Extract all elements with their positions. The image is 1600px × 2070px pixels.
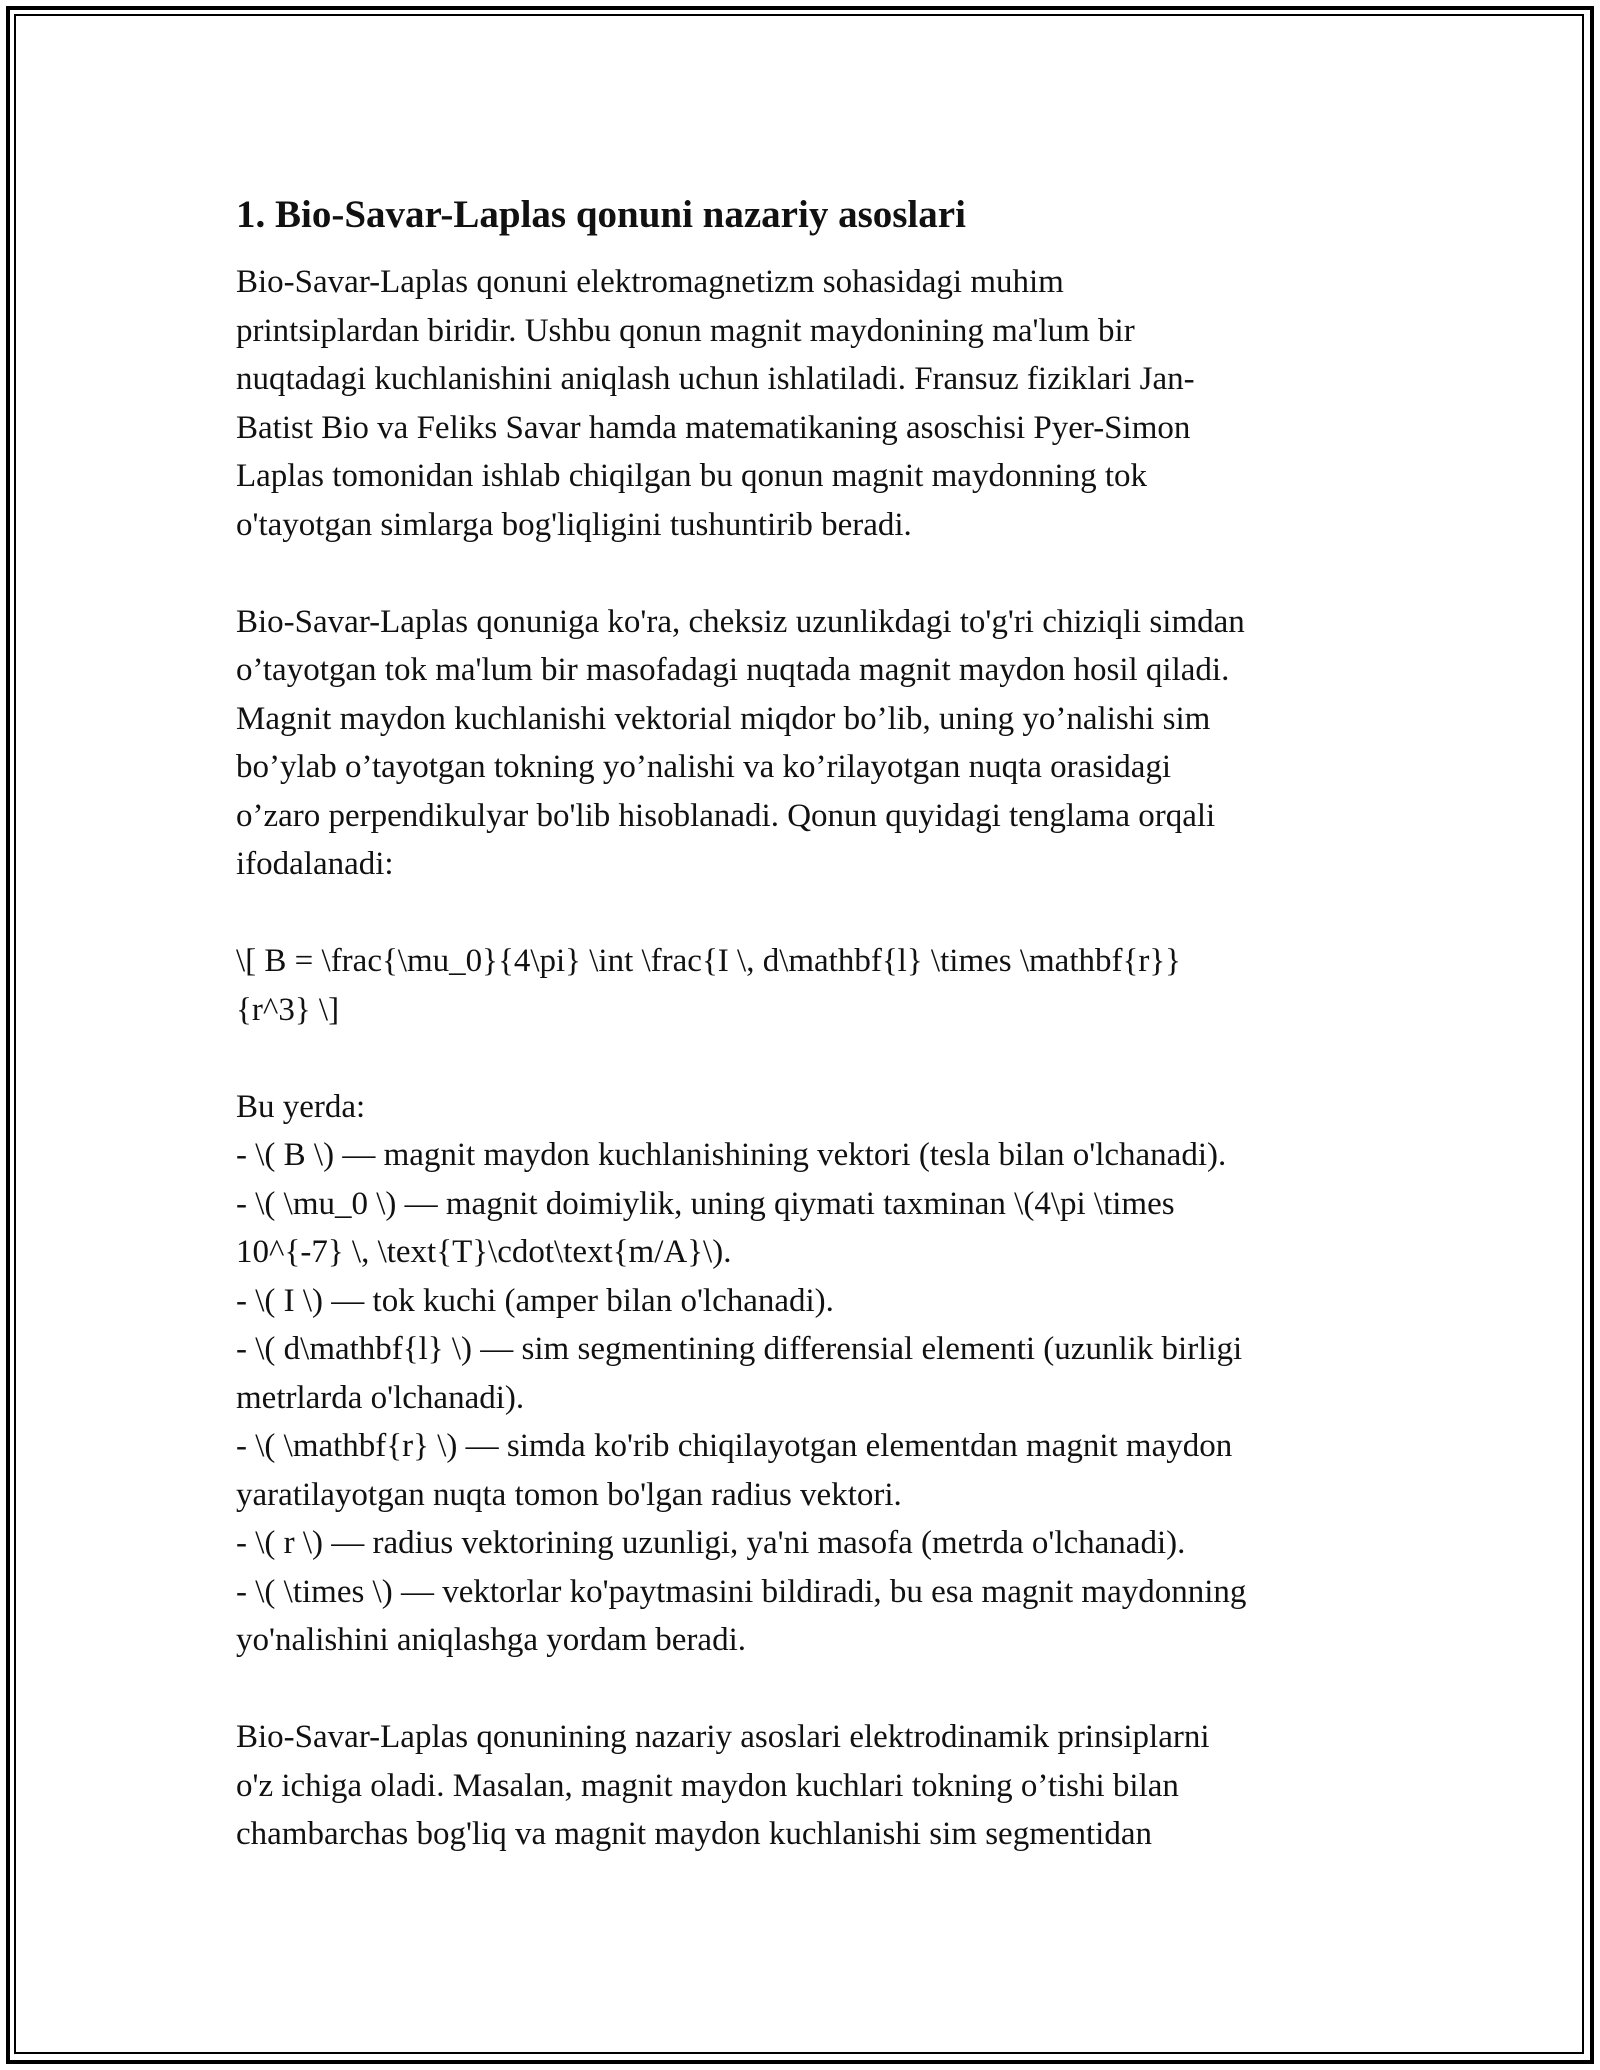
paragraph-spacer (236, 549, 1366, 598)
document-body (236, 190, 1366, 1859)
law-description-paragraph: Bio-Savar-Laplas qonuniga ko'ra, cheksiz uzunlikdagi to'g'ri chiziqli simdan o’tayotgan tok ma'lum bir masofadagi nuqtada magnit maydon hosil qiladi. Magnit maydon kuchlanishi vektorial miqdor bo’lib, uning yo’nalishi sim bo’ylab o’tayotgan tokning yo’nalishi va ko’rilayotgan nuqta orasidagi o’zaro perpendikulyar bo'lib hisoblanadi. Qonun quyidagi tenglama orqali ifodalanadi: (236, 603, 1245, 882)
intro-paragraph: Bio-Savar-Laplas qonuni elektromagnetizm sohasidagi muhim printsiplardan biridir. Ushbu qonun magnit maydonining ma'lum bir nuqtadagi kuchlanishini aniqlash uchun ishlatiladi. Fransuz fiziklari Jan- Batist Bio va Feliks Savar hamda matematikaning asoschisi Pyer-Simon Laplas tomonidan ishlab chiqilgan bu qonun magnit maydonning tok o'tayotgan simlarga bog'liqligini tushuntirib beradi. (236, 264, 1195, 543)
definitions-list: Bu yerda: - \( B \) — magnit maydon kuchlanishining vektori (tesla bilan o'lchanadi). - \( \mu_0 \) — magnit doimiylik, uning qiymati taxminan \(4\pi \times 10^{-7} \, \text{T}\cdot\text{m/A}\). - \( I \) — tok kuchi (amper bilan o'lchanadi). - \( d\mathbf{l} \) — sim segmentining differensial elementi (uzunlik birligi metrlarda o'lchanadi). - \( \mathbf{r} \) — simda ko'rib chiqilayotgan elementdan magnit maydon yaratilayotgan nuqta tomon bo'lgan radius vektori. - \( r \) — radius vektorining uzunligi, ya'ni masofa (metrda o'lchanadi). - \( \times \) — vektorlar ko'paytmasini bildiradi, bu esa magnit maydonning yo'nalishini aniqlashga yordam beradi. (236, 1088, 1247, 1658)
paragraph-spacer (236, 1665, 1366, 1714)
theory-paragraph: Bio-Savar-Laplas qonunining nazariy asoslari elektrodinamik prinsiplarni o'z ichiga oladi. Masalan, magnit maydon kuchlari tokning o’tishi bilan chambarchas bog'liq va magnit maydon kuchlanishi sim segmentidan (236, 1719, 1210, 1852)
paragraph-spacer (236, 1034, 1366, 1083)
section-heading: 1. Bio-Savar-Laplas qonuni nazariy asoslari (236, 193, 966, 236)
formula-text: \[ B = \frac{\mu_0}{4\pi} \int \frac{I \, d\mathbf{l} \times \mathbf{r}} {r^3} \] (236, 943, 1181, 1028)
paragraph-spacer (236, 889, 1366, 938)
